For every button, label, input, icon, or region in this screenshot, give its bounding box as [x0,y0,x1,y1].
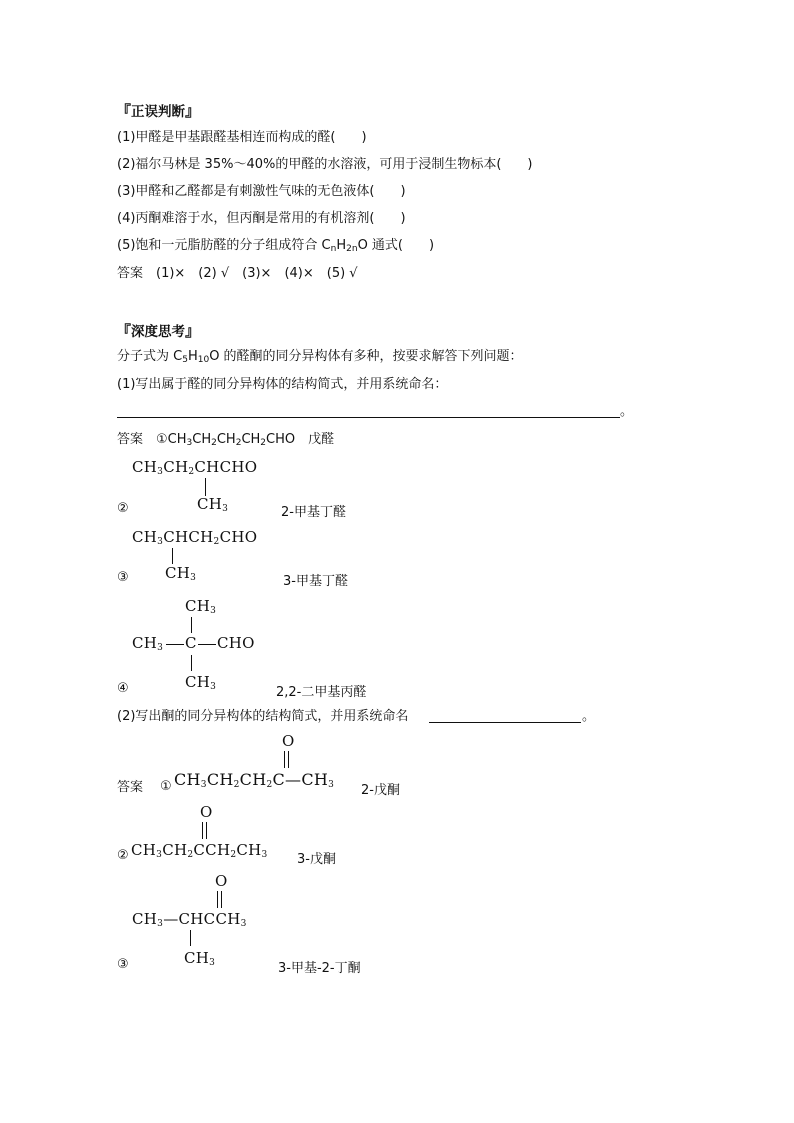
item5-prefix: (5)饱和一元脂肪醛的分子组成符合 C [117,238,331,253]
judgement-item-4: (4)丙酮难溶于水，但丙酮是常用的有机溶剂( ) [117,211,406,226]
intro-suffix: O 的醛酮的同分异构体有多种，按要求解答下列问题： [209,349,523,364]
aldehyde-4-bond-top [191,617,192,633]
aldehyde-4-top: $CH_3$ [185,597,217,616]
a1-label: 答案 ①CH [117,432,187,447]
question-2-end: 。 [582,709,596,724]
intro-sub-5: 5 [182,355,188,365]
intro-h: H [187,349,198,364]
judgement-item-1: (1)甲醛是甲基跟醛基相连而构成的醛( ) [117,130,367,145]
intro-prefix: 分子式为 C [117,349,183,364]
bracket-close-2: 』 [185,322,201,340]
answer-blank-1 [117,417,620,418]
answer-blank-2 [429,722,581,723]
section-title-judgement [116,100,200,121]
judgement-item-2: (2)福尔马林是 35%～40%的甲醛的水溶液，可用于浸制生物标本( ) [117,157,533,172]
item5-h: H [336,238,347,253]
ketone-2-name: 3-戊酮 [297,852,336,867]
aldehyde-3-name: 3-甲基丁醛 [283,574,348,589]
bracket-close: 』 [185,102,201,120]
question-1: (1)写出属于醛的同分异构体的结构简式，并用系统命名： [117,377,448,392]
ketone-3-number: ③ [117,957,129,972]
ketone-2-formula: $CH_3CH_2CCH_2CH_3$ [131,841,268,860]
a1-sub-2c: 2 [260,438,267,448]
aldehyde-4-bond-right [198,644,216,645]
ketone-3-name: 3-甲基-2-丁酮 [278,961,361,976]
aldehyde-3-formula: $CH_3CHCH_2CHO$ [132,528,258,547]
intro-sub-10: 10 [197,355,210,365]
ketone-3-formula: $CH_3—CHCCH_3$ [132,910,247,929]
aldehyde-answer-1: 答案 $①CH_3CH_2CH_2CH_2CHO$ 戊醛 [117,432,335,448]
ketone-1-double-bond [284,751,289,768]
aldehyde-3-number: ③ [117,570,129,585]
aldehyde-3-bond [172,548,173,564]
aldehyde-4-name: 2,2-二甲基丙醛 [276,685,367,700]
section2-title-text: 深度思考 [131,324,186,340]
aldehyde-4-number: ④ [117,681,129,696]
ketone-2-number: ② [117,848,129,863]
aldehyde-2-number: ② [117,501,129,516]
a1-name: 戊醛 [308,432,335,447]
ketone-3-branch: $CH_3$ [184,949,216,968]
ketone-2-double-bond [202,822,207,839]
ketone-1-number: ① [160,779,172,794]
ketone-3-double-bond [217,891,222,908]
aldehyde-4-bottom: $CH_3$ [185,673,217,692]
aldehyde-4-bond-bottom [191,655,192,671]
aldehyde-2-name: 2-甲基丁醛 [281,505,346,520]
a1-sub-2a: 2 [211,438,217,448]
ketone-1-oxygen: O [282,732,295,750]
item5-suffix: O 通式( ) [357,238,435,253]
aldehyde-3-branch: $CH_3$ [165,564,197,583]
bracket-open: 『 [116,102,132,120]
section1-title-text: 正误判断 [131,104,186,120]
ketone-1-name: 2-戊酮 [361,783,400,798]
aldehyde-4-center: C [185,634,197,652]
aldehyde-2-bond [205,478,206,496]
a1-sub-3: 3 [186,438,193,448]
ketone-3-bond [190,930,191,946]
deep-intro [117,348,523,369]
bracket-open-2: 『 [116,322,132,340]
a1-ch-1: CH [192,432,212,447]
aldehyde-2-formula: $CH_3CH_2CHCHO$ [132,458,258,477]
aldehyde-4-left: $CH_3$ [132,634,164,653]
aldehyde-4-bond-left [166,644,184,645]
judgement-answer: 答案 (1)× (2) √ (3)× (4)× (5) √ [117,266,358,281]
ketone-1-formula: $CH_3CH_2CH_2C—CH_3$ [174,770,335,790]
aldehyde-4-right: CHO [217,634,255,652]
aldehyde-2-branch: $CH_3$ [197,495,229,514]
judgement-item-5 [117,237,434,258]
ketone-answer-label: 答案 [117,780,144,795]
question-2: (2)写出酮的同分异构体的结构简式，并用系统命名 [117,709,409,724]
section-title-deep-thinking [116,320,200,341]
item5-sub-n: n [330,244,337,254]
judgement-item-3: (3)甲醛和乙醛都是有刺激性气味的无色液体( ) [117,184,406,199]
a1-sub-2b: 2 [235,438,242,448]
question-1-end: 。 [620,404,634,419]
item5-sub-2n: 2n [346,244,358,254]
ketone-2-oxygen: O [200,803,213,821]
ketone-3-oxygen: O [215,872,228,890]
